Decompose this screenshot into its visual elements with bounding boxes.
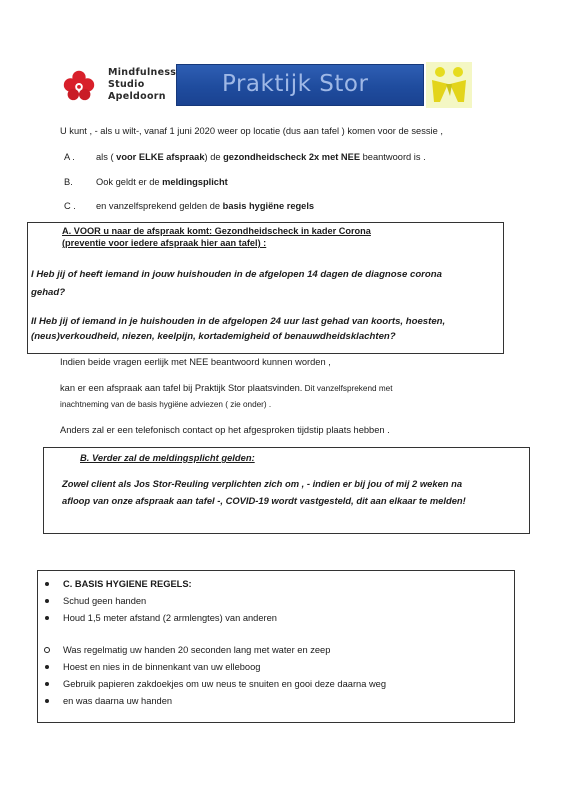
list-label-a: A . xyxy=(64,152,75,162)
list-item-a-text: als ( xyxy=(96,152,117,162)
studio-name xyxy=(108,67,176,103)
list-item-c-text: en vanzelfsprekend gelden de xyxy=(96,201,223,211)
question-1-line2: gehad? xyxy=(31,287,66,298)
list-label-b: B. xyxy=(64,177,73,187)
hollow-bullet-icon xyxy=(44,647,50,653)
middle-line2a: kan er een afspraak aan tafel bij Praktijk Stor plaatsvinden. xyxy=(60,383,303,393)
list-item xyxy=(44,659,386,676)
list-item-b-text: Ook geldt er de xyxy=(96,177,163,187)
list-item-a-bold1: voor ELKE afspraak xyxy=(116,152,205,162)
section-b-line1: Zowel client als Jos Stor-Reuling verplichten zich om , - indien er bij jou of mij 2 weken na xyxy=(62,478,463,489)
rule-text: Schud geen handen xyxy=(63,596,147,606)
list-item xyxy=(44,693,386,710)
list-item-a-bold2: gezondheidscheck 2x met NEE xyxy=(223,152,361,162)
section-b-heading: B. Verder zal de meldingsplicht gelden: xyxy=(80,452,255,463)
bullet-icon xyxy=(45,616,49,620)
list-item-c-bold: basis hygiëne regels xyxy=(222,201,315,211)
figures-logo-icon xyxy=(426,62,472,108)
list-item-b xyxy=(96,177,228,187)
intro-text: U kunt , - als u wilt-, vanaf 1 juni 2020 weer op locatie (dus aan tafel ) komen voor de sessie , xyxy=(60,126,443,136)
banner-title: Praktijk Stor xyxy=(222,71,369,97)
studio-name-line1: Mindfulness xyxy=(108,67,177,78)
list-item xyxy=(44,593,386,610)
studio-name-line2: Studio xyxy=(108,79,145,90)
question-2-line1: II Heb jij of iemand in je huishouden in de afgelopen 24 uur last gehad van koorts, hoesten, xyxy=(31,316,446,327)
bullet-icon xyxy=(45,699,49,703)
question-1-line1: I Heb jij of heeft iemand in jouw huishouden in de afgelopen 14 dagen de diagnose corona xyxy=(31,269,442,280)
section-a-heading: A. VOOR u naar de afspraak komt: Gezondheidscheck in kader Corona xyxy=(62,226,371,236)
list-item-c xyxy=(96,201,314,211)
middle-line2b: Dit vanzelfsprekend met xyxy=(302,384,393,393)
section-c-heading: C. BASIS HYGIENE REGELS: xyxy=(63,579,192,589)
list-item xyxy=(44,642,386,659)
flower-logo-icon xyxy=(60,64,98,104)
list-item-a-text2: ) de xyxy=(204,152,224,162)
list-item-a xyxy=(96,152,426,162)
rule-text: Was regelmatig uw handen 20 seconden lang met water en zeep xyxy=(63,645,331,655)
rule-text: Hoest en nies in de binnenkant van uw elleboog xyxy=(63,662,261,672)
middle-line4: Anders zal er een telefonisch contact op het afgesproken tijdstip plaats hebben . xyxy=(60,425,390,435)
list-item-a-text3: beantwoord is . xyxy=(360,152,426,162)
list-label-c: C . xyxy=(64,201,76,211)
bullet-icon xyxy=(45,665,49,669)
bullet-icon xyxy=(45,582,49,586)
middle-line1: Indien beide vragen eerlijk met NEE beantwoord kunnen worden , xyxy=(60,357,331,367)
list-item-b-bold: meldingsplicht xyxy=(162,177,228,187)
list-item xyxy=(44,627,386,642)
list-item xyxy=(44,676,386,693)
question-2-line2: (neus)verkoudheid, niezen, keelpijn, kortademigheid of benauwdheidsklachten? xyxy=(31,331,396,342)
rule-text: Gebruik papieren zakdoekjes om uw neus te snuiten en gooi deze daarna weg xyxy=(63,679,387,689)
middle-line2 xyxy=(60,383,392,393)
bullet-icon xyxy=(45,682,49,686)
praktijk-banner xyxy=(176,64,424,106)
hygiene-rules-list xyxy=(44,576,386,710)
middle-line3: inachtneming van de basis hygiëne adviezen ( zie onder) . xyxy=(60,400,272,409)
list-item xyxy=(44,610,386,627)
studio-name-line3: Apeldoorn xyxy=(108,91,166,102)
section-a-subheading: (preventie voor iedere afspraak hier aan tafel) : xyxy=(62,238,267,248)
list-item xyxy=(44,576,386,593)
bullet-icon xyxy=(45,599,49,603)
rule-text: Houd 1,5 meter afstand (2 armlengtes) van anderen xyxy=(63,613,277,623)
section-b-line2: afloop van onze afspraak aan tafel -, COVID-19 wordt vastgesteld, dit aan elkaar te melden! xyxy=(62,495,466,506)
rule-text: en was daarna uw handen xyxy=(63,696,173,706)
